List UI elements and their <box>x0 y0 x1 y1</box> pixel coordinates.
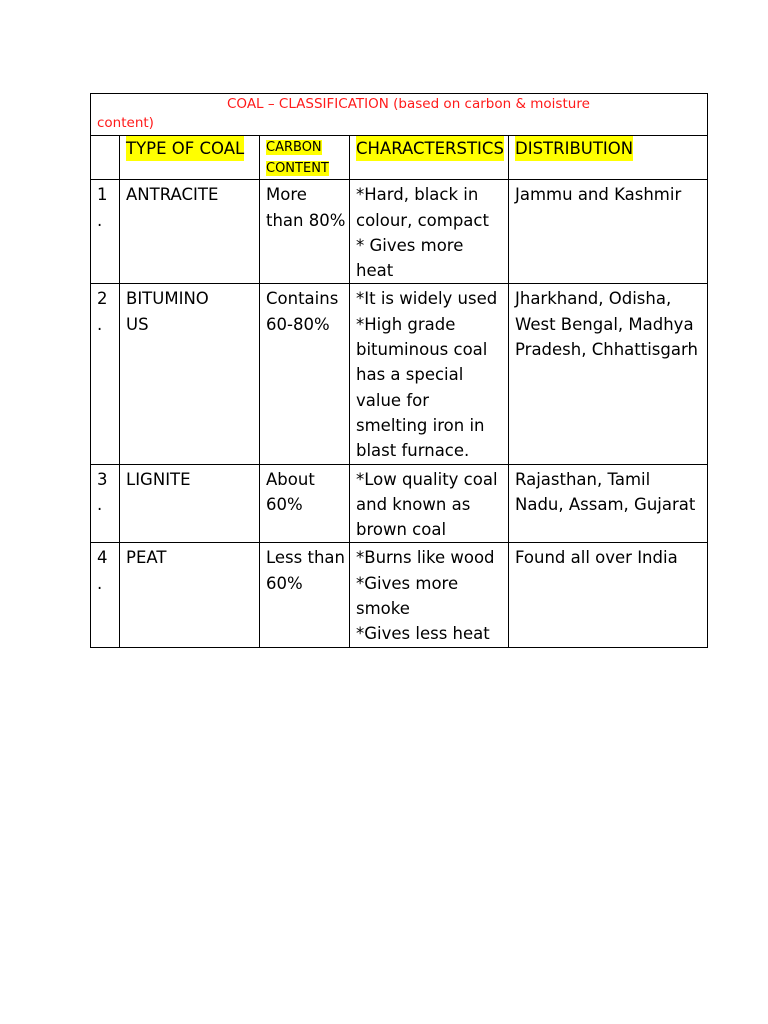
row-characteristics <box>350 464 509 543</box>
row-characteristics <box>350 284 509 464</box>
header-carbon <box>260 136 350 180</box>
row-carbon <box>260 543 350 647</box>
row-distribution <box>509 543 708 647</box>
row-characteristics-line: *Gives more <box>356 573 459 593</box>
row-distribution <box>509 464 708 543</box>
row-characteristics-line: smoke <box>356 599 410 619</box>
row-type-line: US <box>126 314 149 334</box>
row-number-digit: 4 <box>97 548 108 568</box>
row-number <box>91 180 120 284</box>
row-type-line: LIGNITE <box>126 469 191 489</box>
row-carbon-line: 60-80% <box>266 314 330 334</box>
row-carbon <box>260 180 350 284</box>
row-characteristics-line: colour, compact <box>356 210 489 230</box>
row-carbon-line: Less than <box>266 548 345 568</box>
row-carbon-line: 60% <box>266 494 303 514</box>
row-number-digit: 1 <box>97 185 108 205</box>
row-number-digit: 3 <box>97 469 108 489</box>
row-carbon-line: 60% <box>266 573 303 593</box>
header-characteristics-label: CHARACTERSTICS <box>356 136 504 161</box>
row-distribution-line: Jammu and Kashmir <box>515 185 682 205</box>
row-distribution-line: Nadu, Assam, Gujarat <box>515 494 696 514</box>
row-characteristics-line: *Gives less heat <box>356 624 490 644</box>
title-row <box>91 94 708 136</box>
row-type-line: PEAT <box>126 548 167 568</box>
row-characteristics-line: *High grade <box>356 314 456 334</box>
header-number <box>91 136 120 180</box>
row-characteristics-line: *Low quality coal <box>356 469 498 489</box>
row-number-dot: . <box>97 314 103 334</box>
row-distribution-line: West Bengal, Madhya <box>515 314 694 334</box>
table-body <box>91 180 708 647</box>
row-characteristics-line: *Burns like wood <box>356 548 495 568</box>
table-row <box>91 543 708 647</box>
row-type-line: ANTRACITE <box>126 185 219 205</box>
row-number-dot: . <box>97 210 103 230</box>
row-characteristics-line: and known as <box>356 494 471 514</box>
table-row <box>91 464 708 543</box>
header-type-label: TYPE OF COAL <box>126 136 244 161</box>
row-carbon-line: More <box>266 185 307 205</box>
row-distribution-line: Found all over India <box>515 548 678 568</box>
table-row <box>91 284 708 464</box>
row-characteristics-line: value for <box>356 390 430 410</box>
table-title-line2: content) <box>97 115 154 131</box>
row-carbon-line: than 80% <box>266 210 346 230</box>
header-characteristics <box>350 136 509 180</box>
row-carbon <box>260 284 350 464</box>
row-carbon-line: Contains <box>266 289 339 309</box>
row-type <box>120 180 260 284</box>
table-title <box>91 94 708 136</box>
row-characteristics-line: heat <box>356 261 394 281</box>
row-type <box>120 543 260 647</box>
row-number <box>91 284 120 464</box>
header-distribution <box>509 136 708 180</box>
row-characteristics-line: * Gives more <box>356 235 464 255</box>
row-characteristics-line: *It is widely used <box>356 289 498 309</box>
header-carbon-line2: CONTENT <box>266 161 329 176</box>
header-carbon-label <box>266 137 329 179</box>
row-characteristics-line: has a special <box>356 365 464 385</box>
row-characteristics-line: bituminous coal <box>356 340 488 360</box>
row-number <box>91 464 120 543</box>
coal-classification-table <box>90 93 708 648</box>
table-row <box>91 180 708 284</box>
row-characteristics-line: *Hard, black in <box>356 185 479 205</box>
row-type <box>120 464 260 543</box>
row-characteristics <box>350 543 509 647</box>
row-characteristics-line: smelting iron in <box>356 415 485 435</box>
row-type <box>120 284 260 464</box>
header-row <box>91 136 708 180</box>
table-title-line1: COAL – CLASSIFICATION (based on carbon & moisture <box>227 96 590 112</box>
row-number-dot: . <box>97 573 103 593</box>
row-number-dot: . <box>97 494 103 514</box>
row-distribution-line: Pradesh, Chhattisgarh <box>515 340 698 360</box>
row-distribution <box>509 284 708 464</box>
row-characteristics <box>350 180 509 284</box>
row-characteristics-line: blast furnace. <box>356 441 470 461</box>
row-number-digit: 2 <box>97 289 108 309</box>
row-distribution <box>509 180 708 284</box>
header-carbon-line1: CARBON <box>266 140 322 155</box>
header-type <box>120 136 260 180</box>
row-number <box>91 543 120 647</box>
row-carbon-line: About <box>266 469 315 489</box>
header-distribution-label: DISTRIBUTION <box>515 136 633 161</box>
row-distribution-line: Rajasthan, Tamil <box>515 469 651 489</box>
row-type-line: BITUMINO <box>126 289 209 309</box>
row-carbon <box>260 464 350 543</box>
row-characteristics-line: brown coal <box>356 520 447 540</box>
row-distribution-line: Jharkhand, Odisha, <box>515 289 672 309</box>
